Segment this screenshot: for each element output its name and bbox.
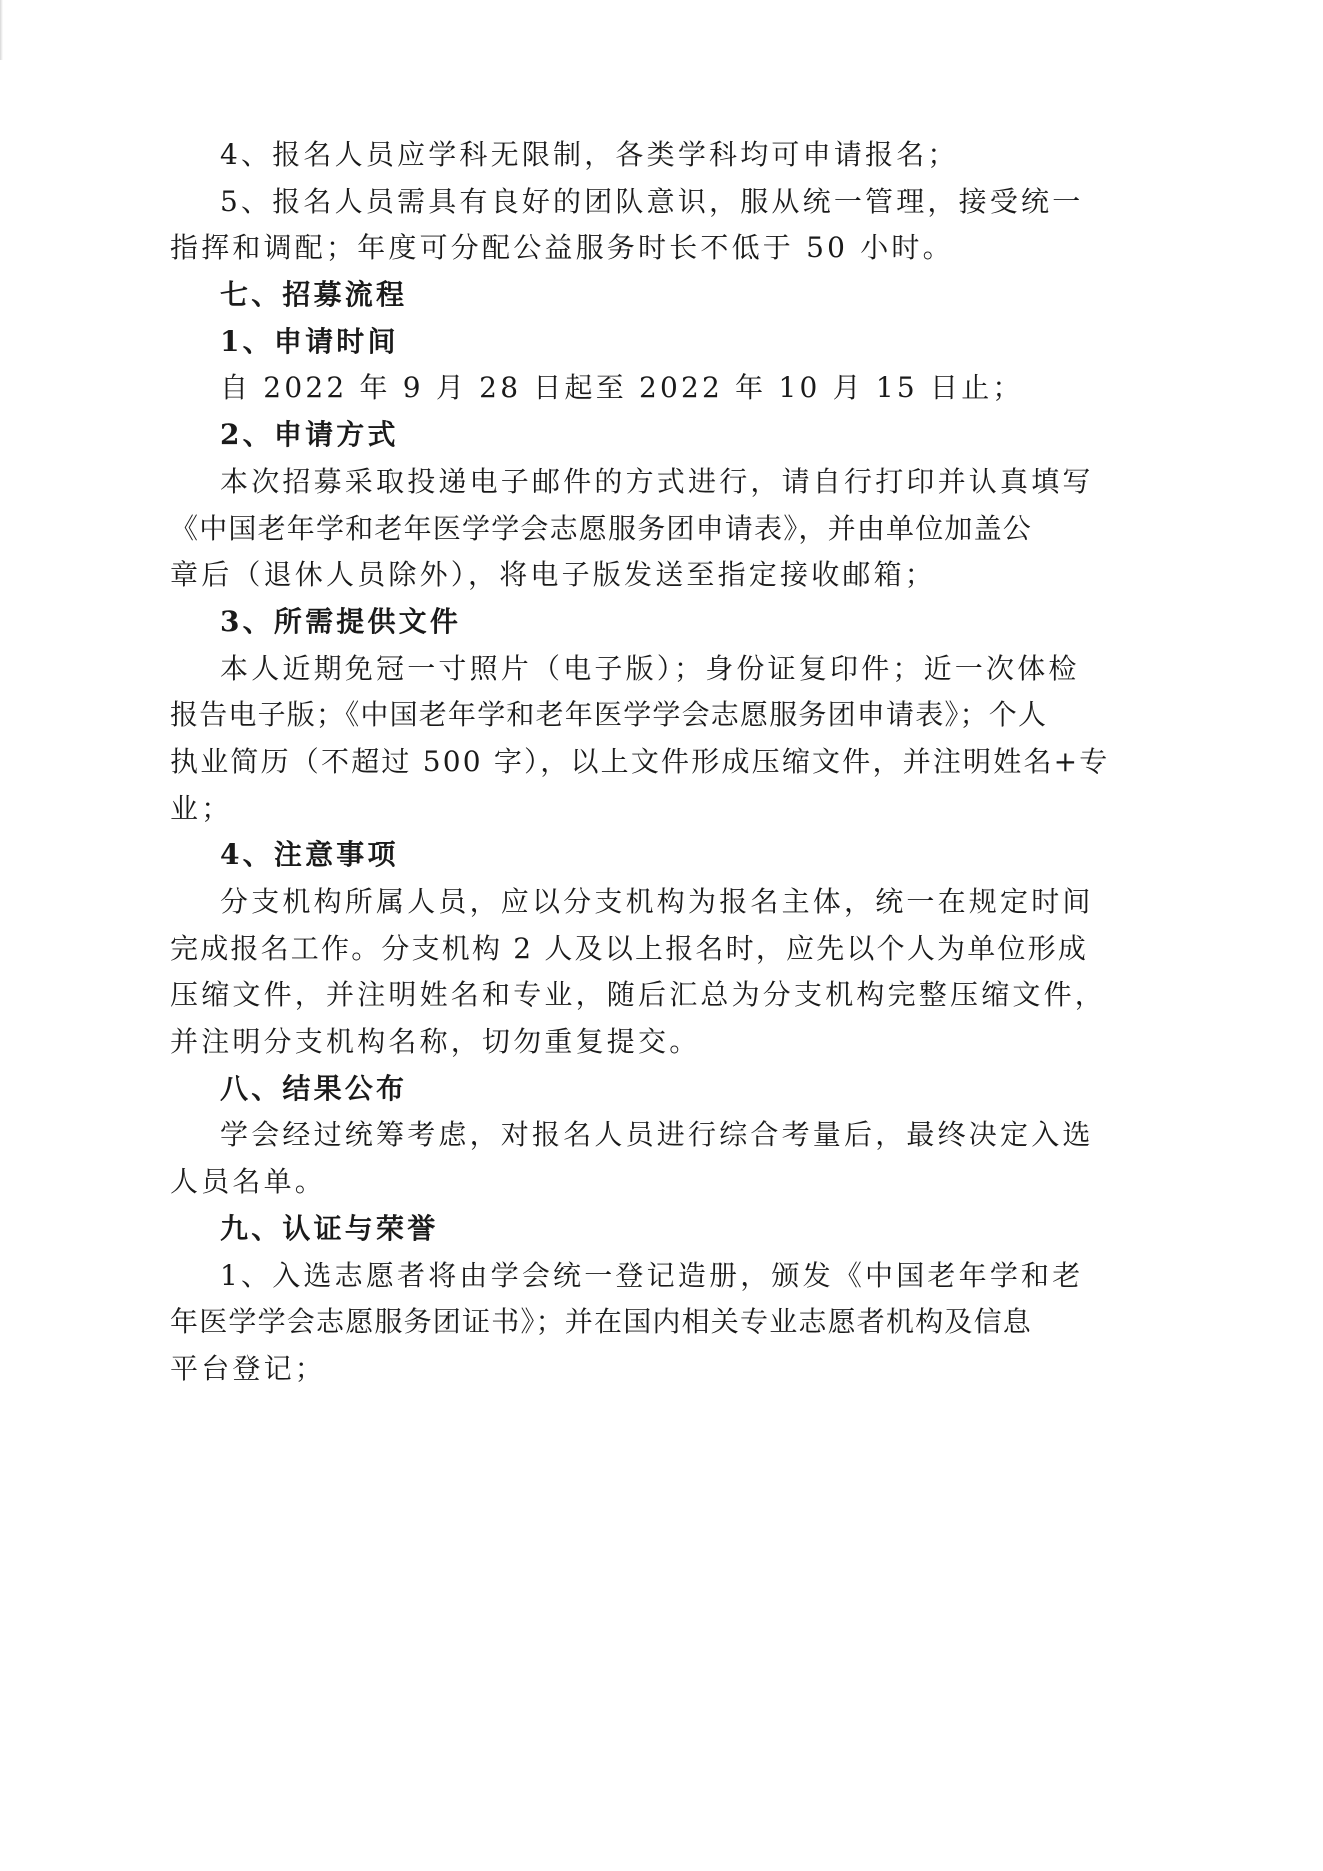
certification-item-1: 1、入选志愿者将由学会统一登记造册，颁发《中国老年学和老 xyxy=(220,1258,1084,1292)
required-documents-text: 本人近期免冠一寸照片（电子版）；身份证复印件；近一次体检 xyxy=(220,651,1080,685)
application-method-text-continued-1: 《中国老年学和老年医学学会志愿服务团申请表》，并由单位加盖公 xyxy=(170,511,1033,545)
scan-edge-artifact xyxy=(0,0,3,60)
subsection-heading-required-documents: 3、所需提供文件 xyxy=(220,604,462,638)
required-documents-text-continued-2: 执业简历（不超过 500 字），以上文件形成压缩文件，并注明姓名+专 xyxy=(170,744,1110,778)
requirement-item-5: 5、报名人员需具有良好的团队意识，服从统一管理，接受统一 xyxy=(220,184,1084,218)
application-method-text-continued-2: 章后（退休人员除外），将电子版发送至指定接收邮箱； xyxy=(170,558,937,592)
notes-text-continued-2: 压缩文件，并注明姓名和专业，随后汇总为分支机构完整压缩文件， xyxy=(170,978,1107,1012)
subsection-heading-notes: 4、注意事项 xyxy=(220,838,399,872)
section-heading-recruitment-process: 七、招募流程 xyxy=(220,278,408,312)
application-time-text: 自 2022 年 9 月 28 日起至 2022 年 10 月 15 日止； xyxy=(220,371,1024,405)
requirement-item-5-continued: 指挥和调配；年度可分配公益服务时长不低于 50 小时。 xyxy=(170,231,954,265)
results-announcement-text-continued: 人员名单。 xyxy=(170,1165,327,1199)
notes-text: 分支机构所属人员，应以分支机构为报名主体，统一在规定时间 xyxy=(220,885,1094,918)
required-documents-text-continued-1: 报告电子版；《中国老年学和老年医学学会志愿服务团申请表》；个人 xyxy=(170,698,1048,732)
results-announcement-text: 学会经过统筹考虑，对报名人员进行综合考量后，最终决定入选 xyxy=(220,1118,1094,1152)
notes-text-continued-1: 完成报名工作。分支机构 2 人及以上报名时，应先以个人为单位形成 xyxy=(170,931,1089,965)
required-documents-text-continued-3: 业； xyxy=(170,791,233,825)
notes-text-continued-3: 并注明分支机构名称，切勿重复提交。 xyxy=(170,1025,701,1059)
section-heading-results-announcement: 八、结果公布 xyxy=(220,1071,408,1105)
certification-item-1-continued-2: 平台登记； xyxy=(170,1351,327,1385)
requirement-item-4: 4、报名人员应学科无限制，各类学科均可申请报名； xyxy=(220,138,959,171)
section-heading-certification-honors: 九、认证与荣誉 xyxy=(220,1211,439,1245)
certification-item-1-continued-1: 年医学学会志愿服务团证书》；并在国内相关专业志愿者机构及信息 xyxy=(170,1305,1033,1339)
application-method-text: 本次招募采取投递电子邮件的方式进行，请自行打印并认真填写 xyxy=(220,464,1094,498)
document-body xyxy=(170,132,1110,1393)
subsection-heading-application-time: 1、申请时间 xyxy=(220,324,399,358)
subsection-heading-application-method: 2、申请方式 xyxy=(220,418,399,452)
